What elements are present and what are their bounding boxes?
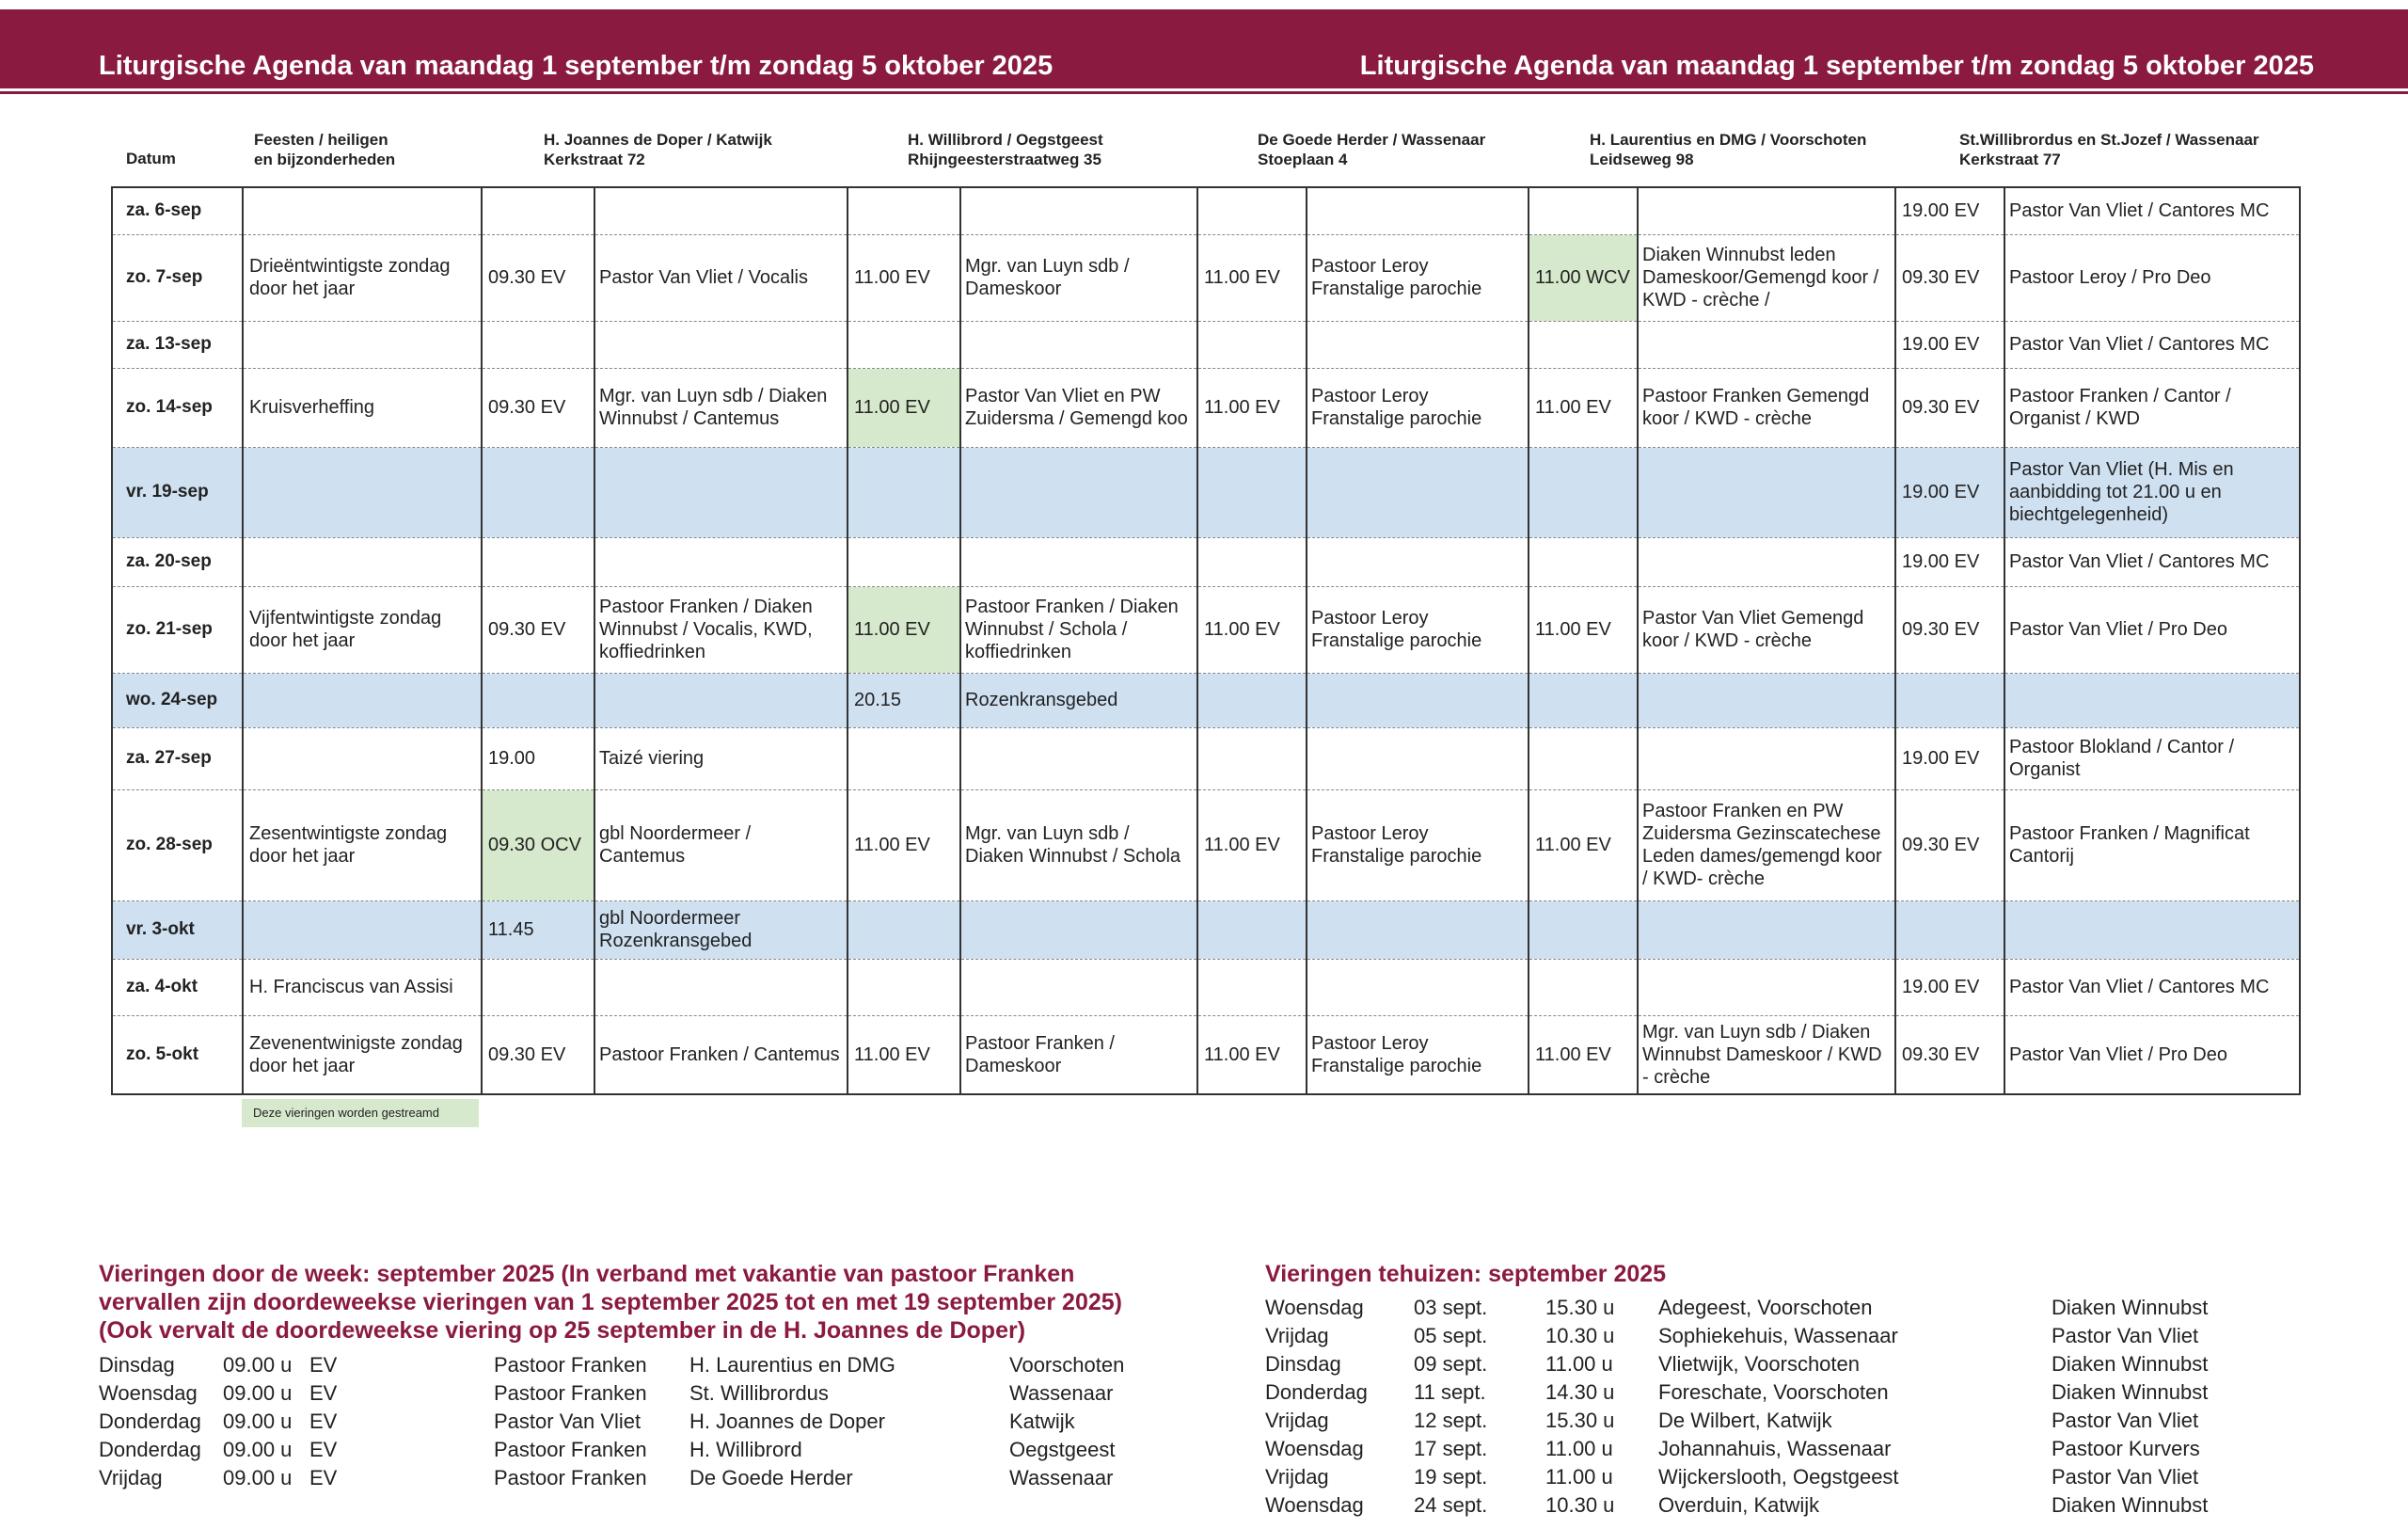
cell-jozef-celebrant: Pastor Van Vliet / Pro Deo: [2004, 1015, 2300, 1094]
cell-willibrord-celebrant: Rozenkransgebed: [960, 673, 1197, 727]
item-time: 09.00 u: [223, 1438, 293, 1461]
item-time: 15.30 u: [1545, 1296, 1615, 1319]
item-day: Vrijdag: [1265, 1409, 1329, 1432]
cell-jozef-celebrant: Pastoor Leroy / Pro Deo: [2004, 234, 2300, 321]
item-time: 09.00 u: [223, 1466, 293, 1489]
table-row: [112, 1015, 2300, 1094]
item-church: De Goede Herder: [689, 1466, 853, 1489]
item-church: H. Joannes de Doper: [689, 1410, 885, 1433]
item-date: 24 sept.: [1414, 1493, 1488, 1517]
item-celebrant: Pastor Van Vliet: [2052, 1465, 2199, 1489]
cell-joannes-celebrant: [594, 537, 848, 586]
cell-laurentius-time: [1529, 727, 1638, 789]
cell-willibrord-time: [848, 900, 960, 959]
cell-joannes-time: 09.30 EV: [482, 586, 594, 673]
item-location: Foreschate, Voorschoten: [1658, 1380, 1889, 1404]
cell-herder-time: [1197, 673, 1307, 727]
item-day: Woensdag: [99, 1381, 198, 1405]
cell-willibrord-celebrant: Mgr. van Luyn sdb / Diaken Winnubst / Schola: [960, 789, 1197, 900]
header-herder-line2: Stoeplaan 4: [1258, 151, 1348, 168]
cell-jozef-celebrant: Pastor Van Vliet / Cantores MC: [2004, 959, 2300, 1015]
cell-willibrord-time: [848, 447, 960, 537]
cell-willibrord-celebrant: [960, 447, 1197, 537]
item-day: Vrijdag: [1265, 1324, 1329, 1347]
item-day: Woensdag: [1265, 1296, 1364, 1319]
cell-herder-celebrant: Pastoor Leroy Franstalige parochie: [1307, 1015, 1529, 1094]
cell-feast: Vijfentwintigste zondag door het jaar: [243, 586, 482, 673]
cell-herder-celebrant: [1307, 959, 1529, 1015]
header-jozef: [1959, 130, 2259, 169]
cell-feast: [243, 187, 482, 234]
cell-herder-celebrant: [1307, 900, 1529, 959]
header-willibrord: [908, 130, 1103, 169]
item-location: Johannahuis, Wassenaar: [1658, 1437, 1892, 1460]
header-laurentius-line2: Leidseweg 98: [1590, 151, 1694, 168]
cell-jozef-celebrant: [2004, 900, 2300, 959]
cell-herder-time: 11.00 EV: [1197, 368, 1307, 447]
item-day: Donderdag: [99, 1410, 201, 1433]
cell-jozef-time: 09.30 EV: [1895, 789, 2004, 900]
item-time: 10.30 u: [1545, 1324, 1615, 1347]
weekday-section-title: Vieringen door de week: september 2025 (In verband met vakantie van pastoor Franken vervallen zijn doordeweekse vieringen van 1 september 2025 tot en met 19 september 2025) (Ook vervalt de doordeweekse viering op 25 september in de H. Joannes de Doper): [99, 1261, 1122, 1344]
cell-laurentius-celebrant: Pastoor Franken en PW Zuidersma Gezinscatechese Leden dames/gemengd koor / KWD- crèche: [1638, 789, 1895, 900]
cell-laurentius-celebrant: [1638, 321, 1895, 368]
cell-feast: [243, 727, 482, 789]
cell-herder-celebrant: [1307, 321, 1529, 368]
cell-date: zo. 14-sep: [112, 368, 243, 447]
cell-willibrord-celebrant: [960, 187, 1197, 234]
item-time: 15.30 u: [1545, 1409, 1615, 1432]
cell-joannes-time: [482, 673, 594, 727]
item-celebrant: Diaken Winnubst: [2052, 1380, 2209, 1404]
cell-jozef-time: 09.30 EV: [1895, 368, 2004, 447]
cell-joannes-celebrant: Taizé viering: [594, 727, 848, 789]
cell-willibrord-celebrant: [960, 727, 1197, 789]
item-type: EV: [309, 1466, 338, 1489]
cell-feast: H. Franciscus van Assisi: [243, 959, 482, 1015]
cell-date: zo. 5-okt: [112, 1015, 243, 1094]
banner-divider: [0, 91, 2408, 94]
cell-laurentius-celebrant: [1638, 447, 1895, 537]
cell-joannes-celebrant: Pastoor Franken / Cantemus: [594, 1015, 848, 1094]
cell-date: za. 4-okt: [112, 959, 243, 1015]
cell-jozef-celebrant: Pastor Van Vliet (H. Mis en aanbidding tot 21.00 u en biechtgelegenheid): [2004, 447, 2300, 537]
cell-laurentius-celebrant: Diaken Winnubst leden Dameskoor/Gemengd koor / KWD - crèche /: [1638, 234, 1895, 321]
item-celebrant: Diaken Winnubst: [2052, 1493, 2209, 1517]
cell-laurentius-celebrant: [1638, 959, 1895, 1015]
cell-date: zo. 28-sep: [112, 789, 243, 900]
cell-laurentius-time: [1529, 187, 1638, 234]
item-location: Wijckerslooth, Oegstgeest: [1658, 1465, 1899, 1489]
item-day: Dinsdag: [1265, 1352, 1341, 1376]
cell-date: za. 27-sep: [112, 727, 243, 789]
column-headers: [0, 130, 2408, 177]
page-title-left: Liturgische Agenda van maandag 1 september t/m zondag 5 oktober 2025: [99, 51, 1054, 81]
cell-herder-time: [1197, 900, 1307, 959]
cell-feast: [243, 537, 482, 586]
cell-joannes-celebrant: [594, 959, 848, 1015]
cell-laurentius-time: 11.00 WCV: [1529, 234, 1638, 321]
cell-feast: [243, 900, 482, 959]
cell-willibrord-time: [848, 321, 960, 368]
cell-laurentius-time: [1529, 447, 1638, 537]
item-type: EV: [309, 1353, 338, 1377]
item-time: 09.00 u: [223, 1353, 293, 1377]
item-location: Sophiekehuis, Wassenaar: [1658, 1324, 1898, 1347]
cell-jozef-celebrant: Pastoor Blokland / Cantor / Organist: [2004, 727, 2300, 789]
cell-herder-time: [1197, 321, 1307, 368]
table-row: [112, 959, 2300, 1015]
cell-joannes-celebrant: gbl Noordermeer Rozenkransgebed: [594, 900, 848, 959]
cell-feast: [243, 673, 482, 727]
cell-joannes-celebrant: [594, 447, 848, 537]
table-row: [112, 234, 2300, 321]
cell-laurentius-celebrant: [1638, 537, 1895, 586]
header-willibrord-line2: Rhijngeesterstraatweg 35: [908, 151, 1101, 168]
item-day: Donderdag: [99, 1438, 201, 1461]
cell-herder-time: 11.00 EV: [1197, 1015, 1307, 1094]
cell-herder-time: [1197, 959, 1307, 1015]
cell-herder-time: [1197, 447, 1307, 537]
cell-joannes-celebrant: [594, 321, 848, 368]
cell-herder-time: [1197, 187, 1307, 234]
cell-willibrord-time: [848, 187, 960, 234]
cell-jozef-time: 19.00 EV: [1895, 959, 2004, 1015]
cell-joannes-time: 19.00: [482, 727, 594, 789]
cell-feast: [243, 447, 482, 537]
cell-date: zo. 21-sep: [112, 586, 243, 673]
item-celebrant: Diaken Winnubst: [2052, 1296, 2209, 1319]
cell-herder-time: [1197, 537, 1307, 586]
item-celebrant: Pastor Van Vliet: [2052, 1409, 2199, 1432]
item-time: 11.00 u: [1545, 1465, 1613, 1489]
cell-laurentius-celebrant: Pastoor Franken Gemengd koor / KWD - crèche: [1638, 368, 1895, 447]
cell-willibrord-time: [848, 727, 960, 789]
cell-jozef-celebrant: Pastor Van Vliet / Cantores MC: [2004, 187, 2300, 234]
cell-willibrord-celebrant: Pastoor Franken / Dameskoor: [960, 1015, 1197, 1094]
item-date: 12 sept.: [1414, 1409, 1488, 1432]
cell-herder-time: [1197, 727, 1307, 789]
item-place: Katwijk: [1009, 1410, 1075, 1433]
table-row: [112, 537, 2300, 586]
cell-jozef-time: 19.00 EV: [1895, 537, 2004, 586]
cell-joannes-celebrant: Pastoor Franken / Diaken Winnubst / Vocalis, KWD, koffiedrinken: [594, 586, 848, 673]
cell-date: wo. 24-sep: [112, 673, 243, 727]
header-herder: [1258, 130, 1485, 169]
cell-willibrord-celebrant: [960, 321, 1197, 368]
item-time: 09.00 u: [223, 1381, 293, 1405]
cell-joannes-time: 09.30 EV: [482, 368, 594, 447]
header-jozef-line1: St.Willibrordus en St.Jozef / Wassenaar: [1959, 131, 2259, 149]
table-row: [112, 586, 2300, 673]
cell-willibrord-celebrant: [960, 537, 1197, 586]
header-feesten: [254, 130, 395, 169]
cell-willibrord-time: [848, 959, 960, 1015]
cell-willibrord-time: 11.00 EV: [848, 234, 960, 321]
item-time: 09.00 u: [223, 1410, 293, 1433]
table-row: [112, 368, 2300, 447]
cell-laurentius-time: 11.00 EV: [1529, 1015, 1638, 1094]
cell-laurentius-time: [1529, 673, 1638, 727]
cell-jozef-time: 19.00 EV: [1895, 187, 2004, 234]
cell-laurentius-celebrant: [1638, 187, 1895, 234]
table-row: [112, 447, 2300, 537]
item-church: St. Willibrordus: [689, 1381, 829, 1405]
item-celebrant: Pastor Van Vliet: [2052, 1324, 2199, 1347]
cell-jozef-time: [1895, 900, 2004, 959]
cell-willibrord-time: [848, 537, 960, 586]
header-willibrord-line1: H. Willibrord / Oegstgeest: [908, 131, 1103, 149]
cell-herder-time: 11.00 EV: [1197, 586, 1307, 673]
cell-feast: Zesentwintigste zondag door het jaar: [243, 789, 482, 900]
header-laurentius-line1: H. Laurentius en DMG / Voorschoten: [1590, 131, 1867, 149]
header-joannes-line1: H. Joannes de Doper / Katwijk: [544, 131, 772, 149]
item-church: H. Willibrord: [689, 1438, 802, 1461]
header-herder-line1: De Goede Herder / Wassenaar: [1258, 131, 1486, 149]
cell-laurentius-celebrant: [1638, 900, 1895, 959]
cell-jozef-celebrant: Pastoor Franken / Magnificat Cantorij: [2004, 789, 2300, 900]
item-location: Overduin, Katwijk: [1658, 1493, 1820, 1517]
cell-joannes-celebrant: [594, 187, 848, 234]
table-row: [112, 789, 2300, 900]
cell-feast: Kruisverheffing: [243, 368, 482, 447]
cell-laurentius-time: 11.00 EV: [1529, 368, 1638, 447]
cell-herder-celebrant: [1307, 673, 1529, 727]
cell-joannes-time: [482, 537, 594, 586]
item-time: 14.30 u: [1545, 1380, 1615, 1404]
cell-feast: Drieëntwintigste zondag door het jaar: [243, 234, 482, 321]
cell-joannes-celebrant: gbl Noordermeer / Cantemus: [594, 789, 848, 900]
cell-laurentius-time: [1529, 537, 1638, 586]
cell-willibrord-time: 11.00 EV: [848, 586, 960, 673]
cell-willibrord-time: 20.15: [848, 673, 960, 727]
cell-joannes-time: [482, 959, 594, 1015]
item-time: 11.00 u: [1545, 1352, 1613, 1376]
cell-jozef-celebrant: Pastor Van Vliet / Cantores MC: [2004, 537, 2300, 586]
header-joannes-line2: Kerkstraat 72: [544, 151, 645, 168]
cell-laurentius-celebrant: Mgr. van Luyn sdb / Diaken Winnubst Dameskoor / KWD - crèche: [1638, 1015, 1895, 1094]
cell-jozef-time: 09.30 EV: [1895, 586, 2004, 673]
cell-willibrord-celebrant: Pastoor Franken / Diaken Winnubst / Schola / koffiedrinken: [960, 586, 1197, 673]
cell-herder-celebrant: [1307, 537, 1529, 586]
header-datum: Datum: [126, 150, 176, 167]
table-row: [112, 673, 2300, 727]
item-date: 09 sept.: [1414, 1352, 1488, 1376]
header-feesten-line1: Feesten / heiligen: [254, 131, 388, 149]
item-day: Woensdag: [1265, 1493, 1364, 1517]
cell-willibrord-celebrant: [960, 900, 1197, 959]
cell-joannes-time: 09.30 EV: [482, 1015, 594, 1094]
cell-herder-celebrant: [1307, 187, 1529, 234]
cell-date: za. 6-sep: [112, 187, 243, 234]
header-laurentius: [1590, 130, 1866, 169]
cell-jozef-time: 19.00 EV: [1895, 727, 2004, 789]
cell-willibrord-celebrant: Pastor Van Vliet en PW Zuidersma / Gemengd koo: [960, 368, 1197, 447]
header-jozef-line2: Kerkstraat 77: [1959, 151, 2061, 168]
item-time: 11.00 u: [1545, 1437, 1613, 1460]
cell-herder-celebrant: Pastoor Leroy Franstalige parochie: [1307, 586, 1529, 673]
cell-laurentius-time: 11.00 EV: [1529, 789, 1638, 900]
cell-jozef-celebrant: [2004, 673, 2300, 727]
item-celebrant: Pastoor Franken: [494, 1438, 647, 1461]
cell-laurentius-time: [1529, 959, 1638, 1015]
item-time: 10.30 u: [1545, 1493, 1615, 1517]
item-type: EV: [309, 1381, 338, 1405]
item-date: 03 sept.: [1414, 1296, 1488, 1319]
item-place: Wassenaar: [1009, 1381, 1114, 1405]
table-row: [112, 900, 2300, 959]
item-date: 05 sept.: [1414, 1324, 1488, 1347]
item-date: 11 sept.: [1414, 1380, 1486, 1404]
cell-laurentius-celebrant: [1638, 727, 1895, 789]
cell-joannes-time: 11.45: [482, 900, 594, 959]
cell-jozef-time: 19.00 EV: [1895, 321, 2004, 368]
cell-laurentius-celebrant: Pastor Van Vliet Gemengd koor / KWD - crèche: [1638, 586, 1895, 673]
liturgy-schedule-table: [111, 186, 2301, 1095]
cell-date: za. 13-sep: [112, 321, 243, 368]
item-location: Adegeest, Voorschoten: [1658, 1296, 1873, 1319]
cell-laurentius-time: [1529, 900, 1638, 959]
item-celebrant: Pastor Van Vliet: [494, 1410, 642, 1433]
item-day: Dinsdag: [99, 1353, 175, 1377]
cell-willibrord-time: 11.00 EV: [848, 789, 960, 900]
cell-joannes-time: [482, 321, 594, 368]
cell-feast: [243, 321, 482, 368]
cell-willibrord-celebrant: [960, 959, 1197, 1015]
cell-date: za. 20-sep: [112, 537, 243, 586]
item-type: EV: [309, 1438, 338, 1461]
table-row: [112, 321, 2300, 368]
cell-date: vr. 3-okt: [112, 900, 243, 959]
item-day: Vrijdag: [99, 1466, 163, 1489]
cell-herder-celebrant: Pastoor Leroy Franstalige parochie: [1307, 234, 1529, 321]
cell-joannes-time: [482, 447, 594, 537]
cell-joannes-time: 09.30 EV: [482, 234, 594, 321]
cell-laurentius-time: 11.00 EV: [1529, 586, 1638, 673]
cell-joannes-time: 09.30 OCV: [482, 789, 594, 900]
item-celebrant: Diaken Winnubst: [2052, 1352, 2209, 1376]
cell-jozef-celebrant: Pastor Van Vliet / Cantores MC: [2004, 321, 2300, 368]
item-day: Vrijdag: [1265, 1465, 1329, 1489]
cell-laurentius-celebrant: [1638, 673, 1895, 727]
item-day: Woensdag: [1265, 1437, 1364, 1460]
cell-willibrord-celebrant: Mgr. van Luyn sdb / Dameskoor: [960, 234, 1197, 321]
cell-jozef-time: 19.00 EV: [1895, 447, 2004, 537]
cell-joannes-time: [482, 187, 594, 234]
item-location: Vlietwijk, Voorschoten: [1658, 1352, 1860, 1376]
cell-jozef-celebrant: Pastoor Franken / Cantor / Organist / KWD: [2004, 368, 2300, 447]
item-date: 17 sept.: [1414, 1437, 1488, 1460]
item-location: De Wilbert, Katwijk: [1658, 1409, 1832, 1432]
cell-joannes-celebrant: Mgr. van Luyn sdb / Diaken Winnubst / Cantemus: [594, 368, 848, 447]
cell-jozef-time: 09.30 EV: [1895, 234, 2004, 321]
cell-herder-celebrant: [1307, 727, 1529, 789]
cell-laurentius-time: [1529, 321, 1638, 368]
item-date: 19 sept.: [1414, 1465, 1488, 1489]
table-row: [112, 187, 2300, 234]
item-place: Wassenaar: [1009, 1466, 1114, 1489]
item-place: Oegstgeest: [1009, 1438, 1116, 1461]
cell-herder-celebrant: Pastoor Leroy Franstalige parochie: [1307, 368, 1529, 447]
item-day: Donderdag: [1265, 1380, 1368, 1404]
cell-willibrord-time: 11.00 EV: [848, 1015, 960, 1094]
cell-jozef-time: [1895, 673, 2004, 727]
cell-jozef-time: 09.30 EV: [1895, 1015, 2004, 1094]
cell-feast: Zevenentwinigste zondag door het jaar: [243, 1015, 482, 1094]
homes-section-title: Vieringen tehuizen: september 2025: [1265, 1261, 1667, 1287]
header-joannes: [544, 130, 772, 169]
item-celebrant: Pastoor Franken: [494, 1466, 647, 1489]
item-type: EV: [309, 1410, 338, 1433]
item-church: H. Laurentius en DMG: [689, 1353, 895, 1377]
table-row: [112, 727, 2300, 789]
cell-jozef-celebrant: Pastor Van Vliet / Pro Deo: [2004, 586, 2300, 673]
cell-date: zo. 7-sep: [112, 234, 243, 321]
cell-willibrord-time: 11.00 EV: [848, 368, 960, 447]
item-place: Voorschoten: [1009, 1353, 1125, 1377]
cell-herder-time: 11.00 EV: [1197, 234, 1307, 321]
cell-herder-celebrant: Pastoor Leroy Franstalige parochie: [1307, 789, 1529, 900]
stream-legend: Deze vieringen worden gestreamd: [242, 1099, 479, 1127]
cell-joannes-celebrant: Pastor Van Vliet / Vocalis: [594, 234, 848, 321]
cell-date: vr. 19-sep: [112, 447, 243, 537]
item-celebrant: Pastoor Franken: [494, 1381, 647, 1405]
cell-herder-celebrant: [1307, 447, 1529, 537]
item-celebrant: Pastoor Franken: [494, 1353, 647, 1377]
page-title-right: Liturgische Agenda van maandag 1 september t/m zondag 5 oktober 2025: [1359, 51, 2314, 81]
item-celebrant: Pastoor Kurvers: [2052, 1437, 2200, 1460]
cell-joannes-celebrant: [594, 673, 848, 727]
cell-herder-time: 11.00 EV: [1197, 789, 1307, 900]
header-feesten-line2: en bijzonderheden: [254, 151, 396, 168]
